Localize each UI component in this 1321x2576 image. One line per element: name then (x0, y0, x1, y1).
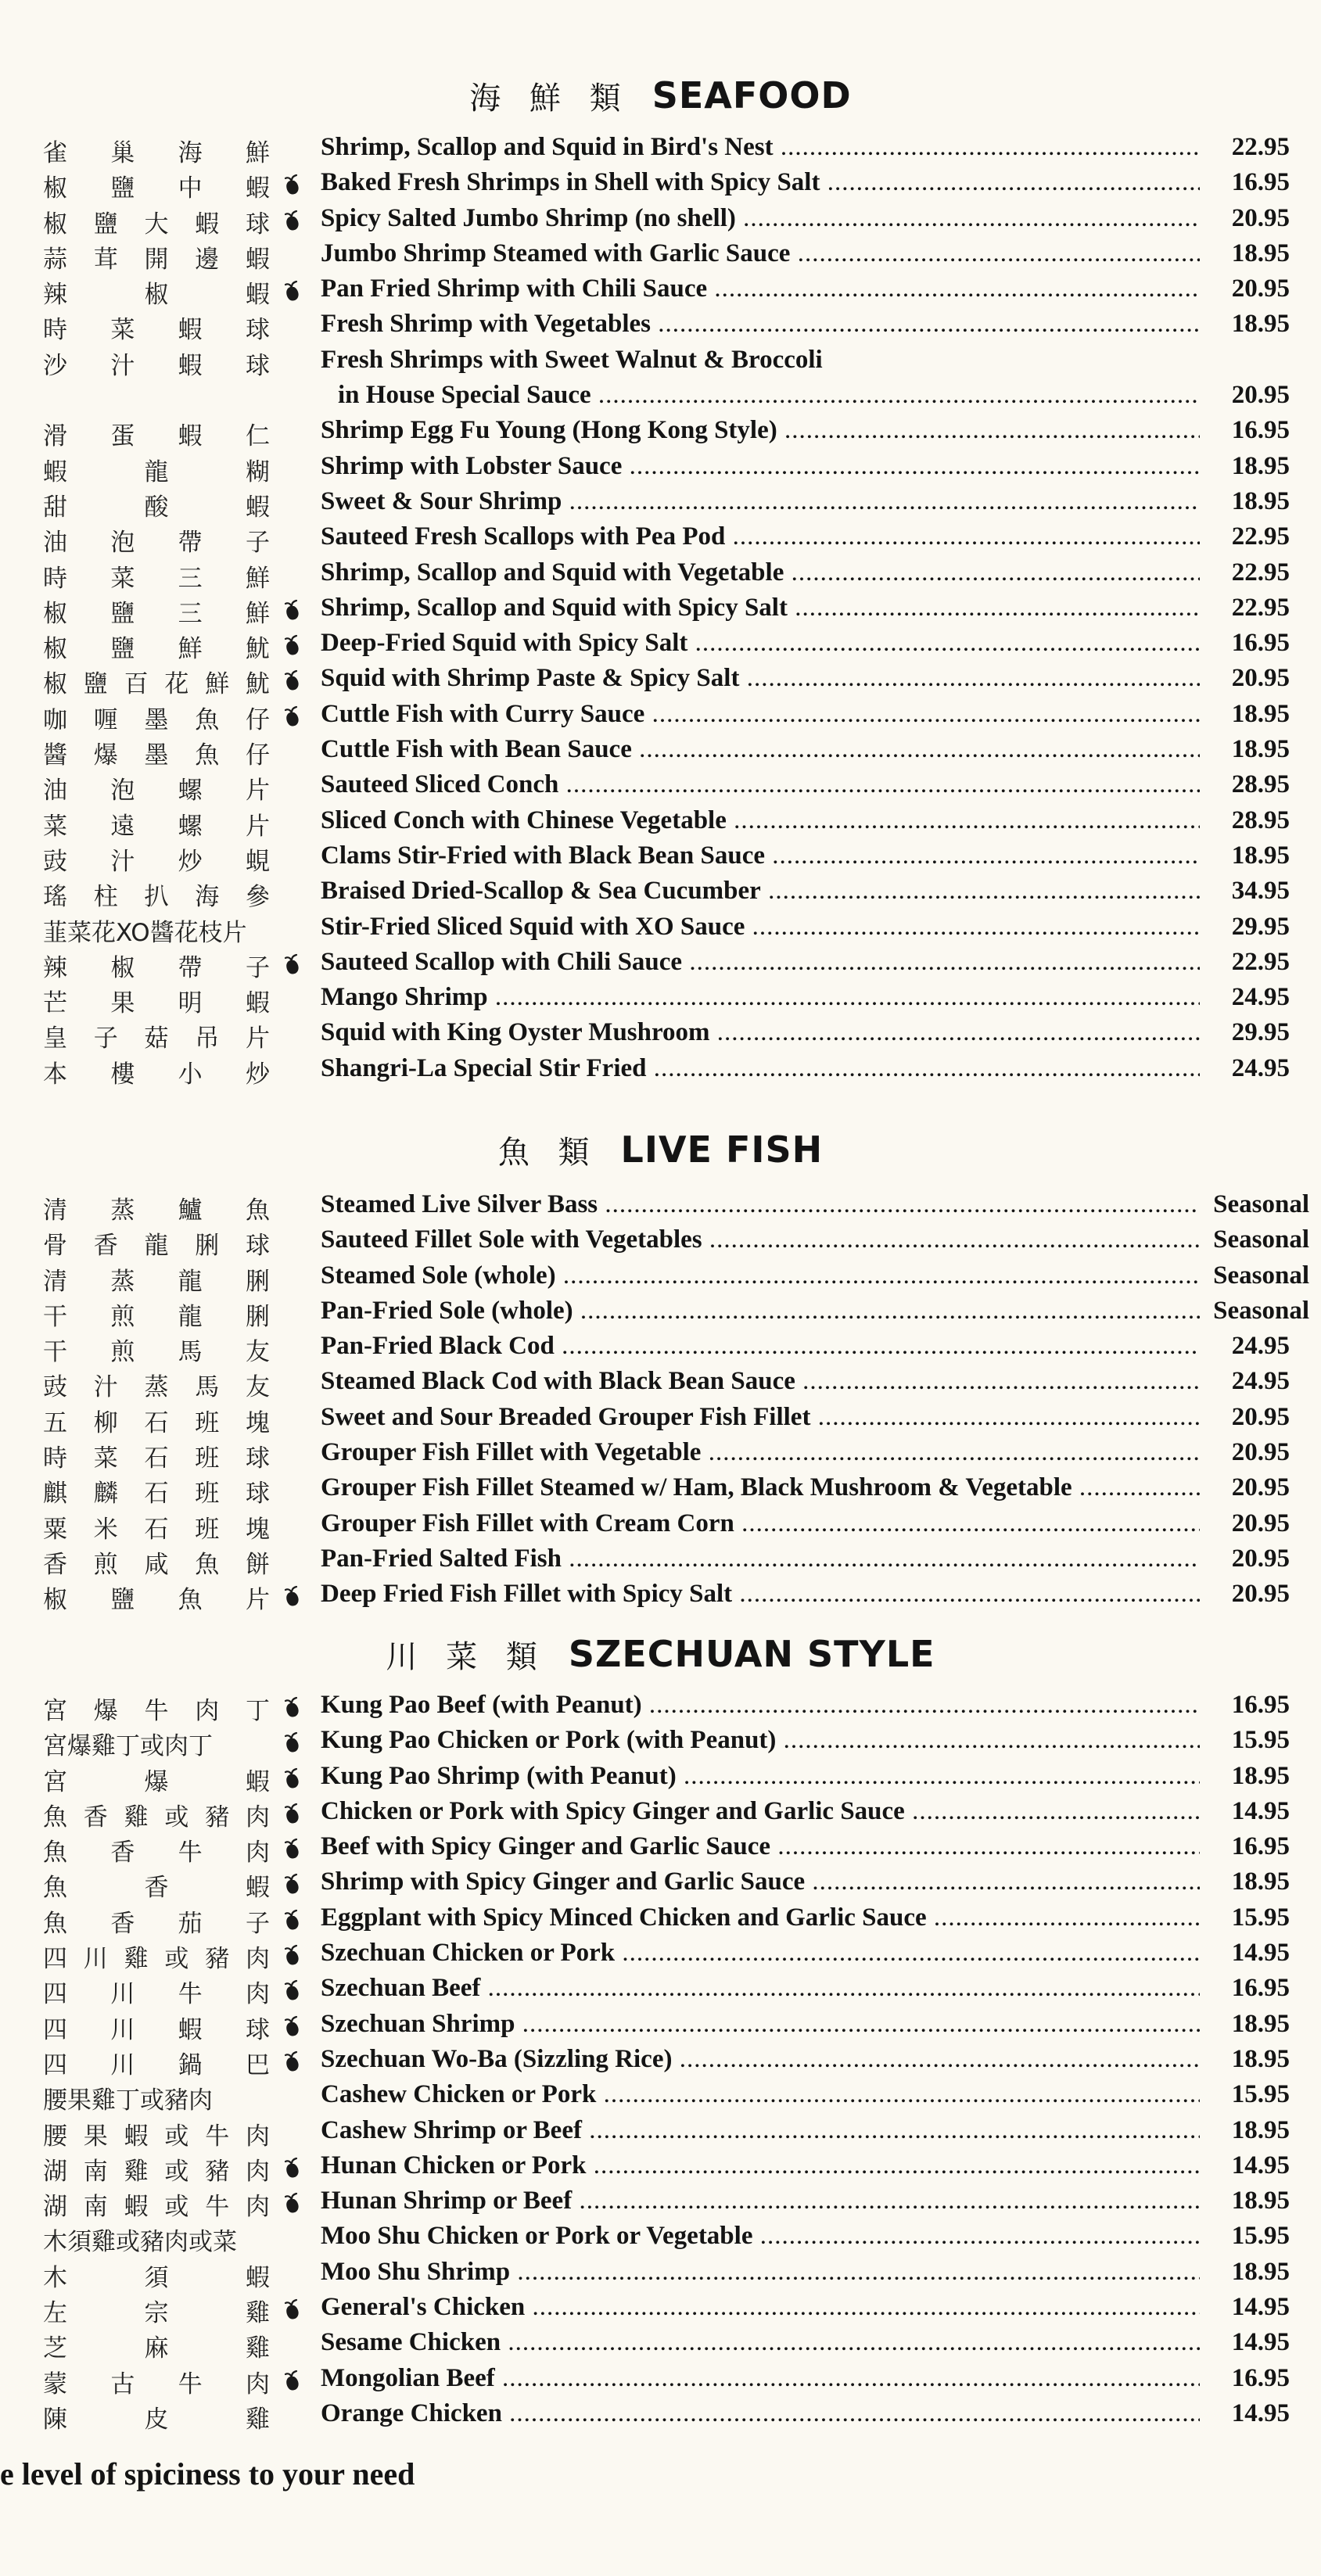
menu-item-english-name: Shrimp with Spicy Ginger and Garlic Sauce ..... (321, 1866, 1200, 1897)
menu-item-english-name: Clams Stir-Fried with Black Bean Sauce ..... (321, 840, 1200, 871)
menu-item-row (0, 2115, 1321, 2150)
spiciness-footer-note: e level of spiciness to your need (0, 2456, 415, 2492)
menu-item-chinese-name: 清 蒸 鱸 魚 (43, 1197, 270, 1225)
menu-item-row (0, 2043, 1321, 2079)
chili-pepper-icon (283, 1731, 303, 1753)
menu-item-english-name: in House Special Sauce ..... (338, 379, 1200, 411)
chili-pepper-icon (283, 634, 303, 656)
menu-item-chinese-name: 木須雞或豬肉或菜 (43, 2228, 237, 2257)
menu-item-chinese-name: 油 泡 螺 片 (43, 777, 270, 805)
menu-item-price: 20.95 (1231, 664, 1290, 693)
menu-item-english-name: Chicken or Pork with Spicy Ginger and Garlic Sauce ..... (321, 1796, 1200, 1827)
menu-item-english-name: Hunan Chicken or Pork ..... (321, 2150, 1200, 2181)
menu-item-chinese-name: 魚 香 雞 或 豬 肉 (43, 1803, 270, 1832)
menu-item-price: 16.95 (1231, 1832, 1290, 1861)
menu-item-chinese-name: 粟 米 石 班 塊 (43, 1515, 270, 1544)
menu-item-row (0, 1578, 1321, 1613)
menu-item-english-name: Mango Shrimp ..... (321, 981, 1200, 1013)
menu-item-english-name: Steamed Sole (whole) ..... (321, 1260, 1200, 1291)
menu-item-chinese-name: 湖 南 雞 或 豬 肉 (43, 2157, 270, 2186)
menu-item-price: Seasonal (1213, 1190, 1309, 1218)
menu-item-english-name: General's Chicken ..... (321, 2291, 1200, 2323)
menu-item-english-name: Steamed Live Silver Bass ..... (321, 1189, 1200, 1220)
menu-item-price: 14.95 (1231, 1796, 1290, 1825)
menu-item-price: 24.95 (1231, 983, 1290, 1012)
menu-item-row (0, 2291, 1321, 2327)
menu-item-english-name: Jumbo Shrimp Steamed with Garlic Sauce ..... (321, 238, 1200, 269)
menu-item-english-name: Hunan Shrimp or Beef ..... (321, 2185, 1200, 2216)
menu-item-price: 18.95 (1231, 2009, 1290, 2038)
menu-item-chinese-name: 時 菜 石 班 球 (43, 1444, 270, 1473)
menu-item-english-name: Pan-Fried Sole (whole) ..... (321, 1295, 1200, 1326)
menu-item-row (0, 308, 1321, 343)
menu-item-row (0, 521, 1321, 556)
menu-item-chinese-name: 骨 香 龍 脷 球 (43, 1232, 270, 1261)
menu-item-price: 20.95 (1231, 1473, 1290, 1502)
menu-item-english-name: Deep-Fried Squid with Spicy Salt ..... (321, 627, 1200, 658)
menu-item-english-name: Squid with Shrimp Paste & Spicy Salt ..... (321, 662, 1200, 694)
chili-pepper-icon (283, 1585, 303, 1607)
menu-item-row (0, 1724, 1321, 1760)
menu-item-english-name: Stir-Fried Sliced Squid with XO Sauce ..... (321, 911, 1200, 942)
menu-item-chinese-name: 椒 鹽 中 蝦 (43, 174, 270, 203)
menu-item-row (0, 167, 1321, 202)
menu-item-row (0, 1017, 1321, 1052)
menu-item-row (0, 1902, 1321, 1937)
menu-item-price: 18.95 (1231, 735, 1290, 764)
menu-item-row (0, 1365, 1321, 1401)
menu-item-chinese-name: 左 宗 雞 (43, 2299, 270, 2328)
szechuan-title-zh: 川 菜 類 (386, 1638, 547, 1675)
menu-item-row (0, 981, 1321, 1017)
menu-item-chinese-name: 腰果雞丁或豬肉 (43, 2086, 213, 2115)
menu-item-row (0, 698, 1321, 734)
menu-item-price: 14.95 (1231, 2151, 1290, 2180)
menu-item-price: 14.95 (1231, 2328, 1290, 2357)
menu-item-chinese-name: 芝 麻 雞 (43, 2334, 270, 2363)
menu-item-row (0, 592, 1321, 627)
menu-item-price: 15.95 (1231, 1903, 1290, 1932)
menu-item-english-name: Pan-Fried Black Cod ..... (321, 1330, 1200, 1362)
menu-item-row (0, 2185, 1321, 2220)
menu-item-english-name: Sesame Chicken ..... (321, 2327, 1200, 2358)
menu-item-english-name: Sliced Conch with Chinese Vegetable ..... (321, 805, 1200, 836)
szechuan-title-en: SZECHUAN STYLE (568, 1633, 935, 1675)
menu-item-chinese-name: 椒 鹽 魚 片 (43, 1586, 270, 1615)
menu-item-row (0, 557, 1321, 592)
menu-item-chinese-name: 咖 喱 墨 魚 仔 (43, 705, 270, 734)
menu-item-row (0, 1796, 1321, 1831)
menu-item-english-name: Shangri-La Special Stir Fried ..... (321, 1053, 1200, 1084)
menu-item-english-name: Orange Chicken ..... (321, 2398, 1200, 2429)
seafood-title-en: SEAFOOD (652, 74, 852, 117)
chili-pepper-icon (283, 1909, 303, 1931)
menu-item-price: 15.95 (1231, 1726, 1290, 1755)
menu-item-price: 18.95 (1231, 2115, 1290, 2144)
menu-item-english-name: Braised Dried-Scallop & Sea Cucumber ..... (321, 875, 1200, 906)
menu-item-english-name: Shrimp, Scallop and Squid with Spicy Salt ..... (321, 592, 1200, 623)
menu-item-english-name: Szechuan Beef ..... (321, 1972, 1200, 2004)
menu-item-price: 28.95 (1231, 770, 1290, 799)
menu-item-chinese-name: 辣 椒 帶 子 (43, 953, 270, 982)
menu-item-chinese-name: 四 川 鍋 巴 (43, 2050, 270, 2079)
menu-item-english-name: Shrimp, Scallop and Squid with Vegetable ..... (321, 557, 1200, 588)
menu-item-chinese-name: 蒙 古 牛 肉 (43, 2370, 270, 2398)
seafood-list (0, 131, 1321, 1088)
menu-item-price: 15.95 (1231, 2080, 1290, 2109)
menu-item-price: 29.95 (1231, 1018, 1290, 1047)
menu-item-english-name: Sauteed Fresh Scallops with Pea Pod ..... (321, 521, 1200, 552)
menu-item-row (0, 1508, 1321, 1543)
menu-item-english-name: Szechuan Shrimp ..... (321, 2008, 1200, 2040)
menu-item-english-name: Sauteed Sliced Conch ..... (321, 769, 1200, 800)
menu-item-price: 18.95 (1231, 841, 1290, 870)
menu-item-row (0, 946, 1321, 981)
chili-pepper-icon (283, 2370, 303, 2391)
menu-item-chinese-name: 四 川 雞 或 豬 肉 (43, 1945, 270, 1974)
livefish-title-en: LIVE FISH (620, 1128, 824, 1171)
menu-item-row (0, 627, 1321, 662)
menu-item-row (0, 911, 1321, 946)
menu-item-chinese-name: 五 柳 石 班 塊 (43, 1408, 270, 1437)
menu-item-row (0, 1543, 1321, 1578)
menu-item-row (0, 1401, 1321, 1437)
menu-item-chinese-name: 四 川 牛 肉 (43, 1980, 270, 2009)
menu-item-english-name: Squid with King Oyster Mushroom ..... (321, 1017, 1200, 1048)
menu-item-price: 29.95 (1231, 912, 1290, 941)
menu-item-price: 24.95 (1231, 1053, 1290, 1082)
menu-item-row (0, 2327, 1321, 2362)
menu-item-price: 15.95 (1231, 2222, 1290, 2251)
menu-item-english-name: Cashew Shrimp or Beef ..... (321, 2115, 1200, 2146)
seafood-title-zh: 海 鮮 類 (469, 80, 630, 117)
menu-item-english-name: Sweet & Sour Shrimp ..... (321, 486, 1200, 517)
menu-item-chinese-name: 宮 爆 蝦 (43, 1767, 270, 1796)
chili-pepper-icon (283, 280, 303, 302)
livefish-heading (0, 1126, 1321, 1173)
menu-item-english-name: Moo Shu Chicken or Pork or Vegetable ..... (321, 2220, 1200, 2251)
menu-item-row (0, 2150, 1321, 2185)
menu-item-row (0, 1866, 1321, 1901)
menu-item-price: 18.95 (1231, 486, 1290, 515)
menu-item-price: 20.95 (1231, 1544, 1290, 1573)
menu-item-english-name: Cuttle Fish with Curry Sauce ..... (321, 698, 1200, 730)
menu-item-price: 28.95 (1231, 805, 1290, 834)
menu-item-chinese-name: 陳 皮 雞 (43, 2405, 270, 2434)
livefish-list (0, 1189, 1321, 1614)
menu-item-row (0, 734, 1321, 769)
menu-item-price: 22.95 (1231, 947, 1290, 976)
menu-item-english-name: Mongolian Beef ..... (321, 2363, 1200, 2394)
menu-item-price: 20.95 (1231, 381, 1290, 410)
chili-pepper-icon (283, 174, 303, 196)
menu-item-price: 16.95 (1231, 168, 1290, 197)
menu-item-row (0, 1295, 1321, 1330)
menu-item-english-name: Shrimp, Scallop and Squid in Bird's Nest ..... (321, 131, 1200, 163)
menu-item-chinese-name: 芒 果 明 蝦 (43, 989, 270, 1018)
menu-item-english-name: Spicy Salted Jumbo Shrimp (no shell) ..... (321, 203, 1200, 234)
menu-item-row (0, 805, 1321, 840)
chili-pepper-icon (283, 2050, 303, 2072)
menu-item-chinese-name: 魚 香 茄 子 (43, 1909, 270, 1938)
menu-item-english-name: Szechuan Chicken or Pork ..... (321, 1937, 1200, 1968)
chili-pepper-icon (283, 669, 303, 691)
chili-pepper-icon (283, 953, 303, 975)
menu-item-english-name: Sauteed Scallop with Chili Sauce ..... (321, 946, 1200, 978)
menu-item-price: 24.95 (1231, 1367, 1290, 1396)
menu-item-row (0, 1831, 1321, 1866)
menu-item-row (0, 1053, 1321, 1088)
menu-item-english-name: Sweet and Sour Breaded Grouper Fish Fillet ..... (321, 1401, 1200, 1433)
chili-pepper-icon (283, 2015, 303, 2037)
menu-item-english-name: Grouper Fish Fillet with Vegetable ..... (321, 1437, 1200, 1468)
menu-item-english-name: Shrimp Egg Fu Young (Hong Kong Style) ..... (321, 414, 1200, 446)
menu-item-row (0, 238, 1321, 273)
menu-item-row (0, 344, 1321, 379)
menu-item-row (0, 2079, 1321, 2114)
menu-item-row (0, 2220, 1321, 2255)
menu-item-price: 20.95 (1231, 1402, 1290, 1431)
menu-item-row (0, 450, 1321, 486)
menu-item-price: 18.95 (1231, 239, 1290, 267)
menu-item-price: Seasonal (1213, 1296, 1309, 1325)
chili-pepper-icon (283, 1767, 303, 1789)
menu-item-chinese-name: 皇 子 菇 吊 片 (43, 1024, 270, 1053)
menu-item-price: 18.95 (1231, 451, 1290, 480)
szechuan-heading (0, 1631, 1321, 1677)
menu-item-chinese-name: 椒 鹽 百 花 鮮 魷 (43, 670, 270, 699)
menu-item-row (0, 2008, 1321, 2043)
menu-item-english-name: Cashew Chicken or Pork ..... (321, 2079, 1200, 2110)
menu-item-row (0, 662, 1321, 698)
menu-item-english-name: Baked Fresh Shrimps in Shell with Spicy Salt ..... (321, 167, 1200, 198)
menu-item-row (0, 840, 1321, 875)
chili-pepper-icon (283, 1944, 303, 1966)
menu-item-english-name: Kung Pao Shrimp (with Peanut) ..... (321, 1760, 1200, 1792)
menu-item-row (0, 1330, 1321, 1365)
menu-item-chinese-name: 醬 爆 墨 魚 仔 (43, 741, 270, 770)
menu-item-chinese-name: 豉 汁 炒 蜆 (43, 847, 270, 876)
chili-pepper-icon (283, 1873, 303, 1895)
menu-item-chinese-name: 宮 爆 牛 肉 丁 (43, 1697, 270, 1725)
menu-item-price: 18.95 (1231, 699, 1290, 728)
menu-item-price: 20.95 (1231, 1438, 1290, 1467)
menu-item-row (0, 1260, 1321, 1295)
menu-item-chinese-name: 蝦 龍 糊 (43, 457, 270, 486)
menu-item-chinese-name: 干 煎 馬 友 (43, 1338, 270, 1367)
menu-item-row (0, 875, 1321, 910)
menu-item-chinese-name: 蒜 茸 開 邊 蝦 (43, 245, 270, 274)
menu-item-chinese-name: 沙 汁 蝦 球 (43, 351, 270, 380)
menu-item-price: 20.95 (1231, 1509, 1290, 1537)
menu-item-row (0, 2398, 1321, 2433)
menu-item-price: 14.95 (1231, 1939, 1290, 1968)
menu-item-price: 18.95 (1231, 1867, 1290, 1896)
menu-item-english-name: Deep Fried Fish Fillet with Spicy Salt ..... (321, 1578, 1200, 1609)
menu-item-chinese-name: 木 須 蝦 (43, 2263, 270, 2292)
menu-item-row (0, 486, 1321, 521)
menu-item-english-name: Pan-Fried Salted Fish ..... (321, 1543, 1200, 1574)
menu-item-chinese-name: 魚 香 蝦 (43, 1874, 270, 1903)
menu-item-english-name: Shrimp with Lobster Sauce ..... (321, 450, 1200, 482)
menu-item-chinese-name: 油 泡 帶 子 (43, 529, 270, 558)
menu-item-price: 16.95 (1231, 416, 1290, 445)
menu-item-chinese-name: 魚 香 牛 肉 (43, 1839, 270, 1867)
menu-item-price: 22.95 (1231, 593, 1290, 622)
menu-item-row (0, 1760, 1321, 1796)
menu-item-chinese-name: 時 菜 三 鮮 (43, 564, 270, 593)
chili-pepper-icon (283, 2298, 303, 2320)
chili-pepper-icon (283, 705, 303, 727)
menu-item-price: 20.95 (1231, 203, 1290, 232)
chili-pepper-icon (283, 2192, 303, 2214)
menu-item-row (0, 414, 1321, 450)
seafood-heading (0, 72, 1321, 119)
menu-item-english-name: Grouper Fish Fillet Steamed w/ Ham, Black Mushroom & Vegetable ..... (321, 1472, 1200, 1503)
menu-item-chinese-name: 本 樓 小 炒 (43, 1060, 270, 1089)
chili-pepper-icon (283, 1696, 303, 1718)
menu-item-english-name: Fresh Shrimp with Vegetables ..... (321, 308, 1200, 339)
menu-item-price: 18.95 (1231, 2044, 1290, 2073)
menu-item-price: 14.95 (1231, 2293, 1290, 2322)
menu-item-price: 18.95 (1231, 2257, 1290, 2286)
menu-item-row (0, 1224, 1321, 1259)
menu-item-chinese-name: 干 煎 龍 脷 (43, 1302, 270, 1331)
menu-item-english-name: Moo Shu Shrimp ..... (321, 2256, 1200, 2287)
menu-item-chinese-name: 宮爆雞丁或肉丁 (43, 1732, 213, 1761)
menu-item-chinese-name: 辣 椒 蝦 (43, 281, 270, 310)
menu-item-price: 16.95 (1231, 2363, 1290, 2392)
menu-item-row (0, 273, 1321, 308)
menu-item-row (0, 1437, 1321, 1472)
menu-item-chinese-name: 麒 麟 石 班 球 (43, 1480, 270, 1509)
menu-item-price: 16.95 (1231, 1974, 1290, 2003)
menu-item-english-name: Szechuan Wo-Ba (Sizzling Rice) ..... (321, 2043, 1200, 2075)
menu-item-price: 24.95 (1231, 1332, 1290, 1361)
menu-item-price: 18.95 (1231, 1761, 1290, 1790)
menu-item-price: 22.95 (1231, 522, 1290, 551)
menu-item-row (0, 1937, 1321, 1972)
menu-item-row (0, 1472, 1321, 1507)
menu-item-chinese-name: 椒 鹽 鮮 魷 (43, 635, 270, 664)
menu-item-row (0, 2363, 1321, 2398)
menu-item-price: 14.95 (1231, 2398, 1290, 2427)
menu-item-chinese-name: 香 煎 咸 魚 餅 (43, 1550, 270, 1579)
menu-item-price: 22.95 (1231, 558, 1290, 587)
menu-item-english-name: Fresh Shrimps with Sweet Walnut & Broccoli (321, 345, 823, 374)
menu-item-chinese-name: 椒 鹽 大 蝦 球 (43, 210, 270, 239)
menu-item-price: 20.95 (1231, 274, 1290, 303)
menu-item-price: 18.95 (1231, 2187, 1290, 2215)
menu-item-chinese-name: 清 蒸 龍 脷 (43, 1267, 270, 1296)
menu-item-chinese-name: 豉 汁 蒸 馬 友 (43, 1373, 270, 1402)
menu-item-chinese-name: 瑤 柱 扒 海 參 (43, 883, 270, 912)
menu-item-english-name: Steamed Black Cod with Black Bean Sauce ..... (321, 1365, 1200, 1397)
menu-item-english-name: Cuttle Fish with Bean Sauce ..... (321, 734, 1200, 765)
menu-item-row (0, 131, 1321, 167)
menu-item-price: 16.95 (1231, 1691, 1290, 1719)
livefish-title-zh: 魚 類 (497, 1134, 599, 1171)
menu-item-english-name: Sauteed Fillet Sole with Vegetables ..... (321, 1224, 1200, 1255)
menu-item-chinese-name: 菜 遠 螺 片 (43, 812, 270, 841)
menu-item-price: 20.95 (1231, 1580, 1290, 1609)
szechuan-list (0, 1689, 1321, 2433)
menu-item-chinese-name: 雀 巢 海 鮮 (43, 139, 270, 167)
menu-item-english-name: Pan Fried Shrimp with Chili Sauce ..... (321, 273, 1200, 304)
menu-item-row (0, 1689, 1321, 1724)
menu-item-english-name: Kung Pao Beef (with Peanut) ..... (321, 1689, 1200, 1720)
menu-item-row (0, 769, 1321, 804)
menu-item-row (0, 379, 1321, 414)
menu-item-chinese-name: 四 川 蝦 球 (43, 2015, 270, 2044)
menu-item-row (0, 203, 1321, 238)
menu-item-row (0, 2256, 1321, 2291)
menu-item-chinese-name: 腰 果 蝦 或 牛 肉 (43, 2122, 270, 2151)
menu-item-chinese-name: 椒 鹽 三 鮮 (43, 599, 270, 628)
menu-item-english-name: Eggplant with Spicy Minced Chicken and Garlic Sauce ..... (321, 1902, 1200, 1933)
menu-item-row (0, 1972, 1321, 2007)
menu-item-price: 18.95 (1231, 310, 1290, 339)
chili-pepper-icon (283, 1838, 303, 1860)
menu-item-english-name: Kung Pao Chicken or Pork (with Peanut) ..... (321, 1724, 1200, 1756)
menu-item-price: 34.95 (1231, 877, 1290, 906)
menu-item-english-name: Beef with Spicy Ginger and Garlic Sauce ..... (321, 1831, 1200, 1862)
menu-item-chinese-name: 時 菜 蝦 球 (43, 316, 270, 345)
chili-pepper-icon (283, 1803, 303, 1824)
menu-item-chinese-name: 甜 酸 蝦 (43, 493, 270, 522)
menu-item-chinese-name: 湖 南 蝦 或 牛 肉 (43, 2193, 270, 2222)
menu-item-row (0, 1189, 1321, 1224)
chili-pepper-icon (283, 210, 303, 231)
menu-item-price: 16.95 (1231, 629, 1290, 658)
menu-item-english-name: Grouper Fish Fillet with Cream Corn ..... (321, 1508, 1200, 1539)
chili-pepper-icon (283, 1979, 303, 2001)
menu-item-chinese-name: 滑 蛋 蝦 仁 (43, 422, 270, 451)
chili-pepper-icon (283, 599, 303, 621)
chili-pepper-icon (283, 2157, 303, 2179)
menu-item-price: Seasonal (1213, 1261, 1309, 1290)
menu-item-price: Seasonal (1213, 1225, 1309, 1254)
menu-item-chinese-name: 韮菜花XO醬花枝片 (43, 918, 247, 947)
menu-item-price: 22.95 (1231, 133, 1290, 161)
